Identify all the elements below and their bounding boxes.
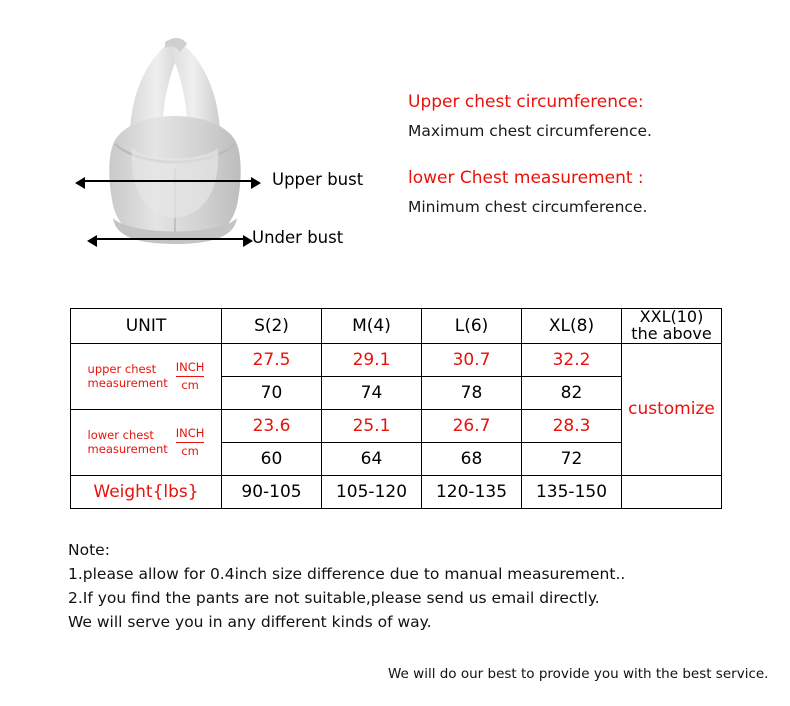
- under-bust-label: Under bust: [252, 228, 344, 247]
- cell-lower-inch-l: 26.7: [422, 409, 522, 442]
- cell-weight-l: 120-135: [422, 475, 522, 508]
- notes-line-3: We will serve you in any different kinds of way.: [68, 613, 432, 632]
- cell-lower-cm-s: 60: [222, 442, 322, 475]
- unit-inch-upper: INCH: [176, 360, 205, 376]
- footer-note: We will do our best to provide you with the best service.: [388, 666, 769, 682]
- cell-weight-m: 105-120: [322, 475, 422, 508]
- cell-upper-cm-l: 78: [422, 376, 522, 409]
- table-row: [71, 475, 722, 508]
- arrow-right-icon: [251, 177, 261, 189]
- arrow-left-icon: [75, 177, 85, 189]
- notes-title: Note:: [68, 541, 110, 559]
- header-size-xxl-line1: XXL(10): [639, 307, 704, 326]
- under-bust-measure-line: [96, 238, 244, 240]
- cell-upper-cm-s: 70: [222, 376, 322, 409]
- size-chart-table: [70, 308, 722, 509]
- cell-lower-cm-xl: 72: [522, 442, 622, 475]
- cell-upper-inch-s: 27.5: [222, 343, 322, 376]
- notes-block: [68, 538, 768, 634]
- cell-weight-s: 90-105: [222, 475, 322, 508]
- cell-lower-cm-l: 68: [422, 442, 522, 475]
- cell-lower-cm-m: 64: [322, 442, 422, 475]
- unit-cm-upper: cm: [181, 377, 199, 392]
- header-size-xxl-line2: the above: [631, 323, 712, 343]
- unit-inch-lower: INCH: [176, 426, 205, 442]
- cell-upper-cm-xl: 82: [522, 376, 622, 409]
- upper-chest-heading: Upper chest circumference:: [408, 92, 644, 112]
- header-unit: UNIT: [71, 309, 222, 344]
- cell-weight-xxl-empty: [622, 475, 722, 508]
- row-label-weight: Weight{lbs}: [71, 475, 222, 508]
- notes-line-1: 1.please allow for 0.4inch size difference due to manual measurement..: [68, 565, 626, 584]
- cell-lower-inch-m: 25.1: [322, 409, 422, 442]
- table-row: [71, 343, 722, 376]
- header-size-l: L(6): [422, 309, 522, 344]
- sports-bra-illustration: [70, 28, 280, 268]
- unit-cm-lower: cm: [181, 443, 199, 458]
- row-label-upper-chest-line1: upper chest: [87, 361, 157, 376]
- lower-chest-description: Minimum chest circumference.: [408, 198, 648, 216]
- row-label-upper-chest: [71, 343, 222, 409]
- row-label-upper-chest-line2: measurement: [87, 376, 168, 391]
- illustration-area: [0, 0, 790, 290]
- upper-bust-measure-line: [84, 180, 252, 182]
- table-header-row: [71, 309, 722, 344]
- header-size-m: M(4): [322, 309, 422, 344]
- upper-chest-description: Maximum chest circumference.: [408, 122, 652, 140]
- header-size-s: S(2): [222, 309, 322, 344]
- row-label-lower-chest-line1: lower chest: [87, 427, 154, 442]
- row-label-lower-chest: [71, 409, 222, 475]
- definitions-block: [408, 92, 768, 216]
- header-size-xxl: [622, 309, 722, 344]
- cell-lower-inch-s: 23.6: [222, 409, 322, 442]
- arrow-left-icon: [87, 235, 97, 247]
- cell-upper-inch-m: 29.1: [322, 343, 422, 376]
- header-size-xl: XL(8): [522, 309, 622, 344]
- lower-chest-heading: lower Chest measurement :: [408, 168, 644, 188]
- cell-weight-xl: 135-150: [522, 475, 622, 508]
- row-label-lower-chest-line2: measurement: [87, 442, 168, 457]
- cell-upper-inch-l: 30.7: [422, 343, 522, 376]
- cell-lower-inch-xl: 28.3: [522, 409, 622, 442]
- notes-line-2: 2.If you find the pants are not suitable,please send us email directly.: [68, 589, 600, 608]
- cell-xxl-customize: customize: [622, 343, 722, 475]
- upper-bust-label: Upper bust: [272, 170, 364, 189]
- cell-upper-cm-m: 74: [322, 376, 422, 409]
- cell-upper-inch-xl: 32.2: [522, 343, 622, 376]
